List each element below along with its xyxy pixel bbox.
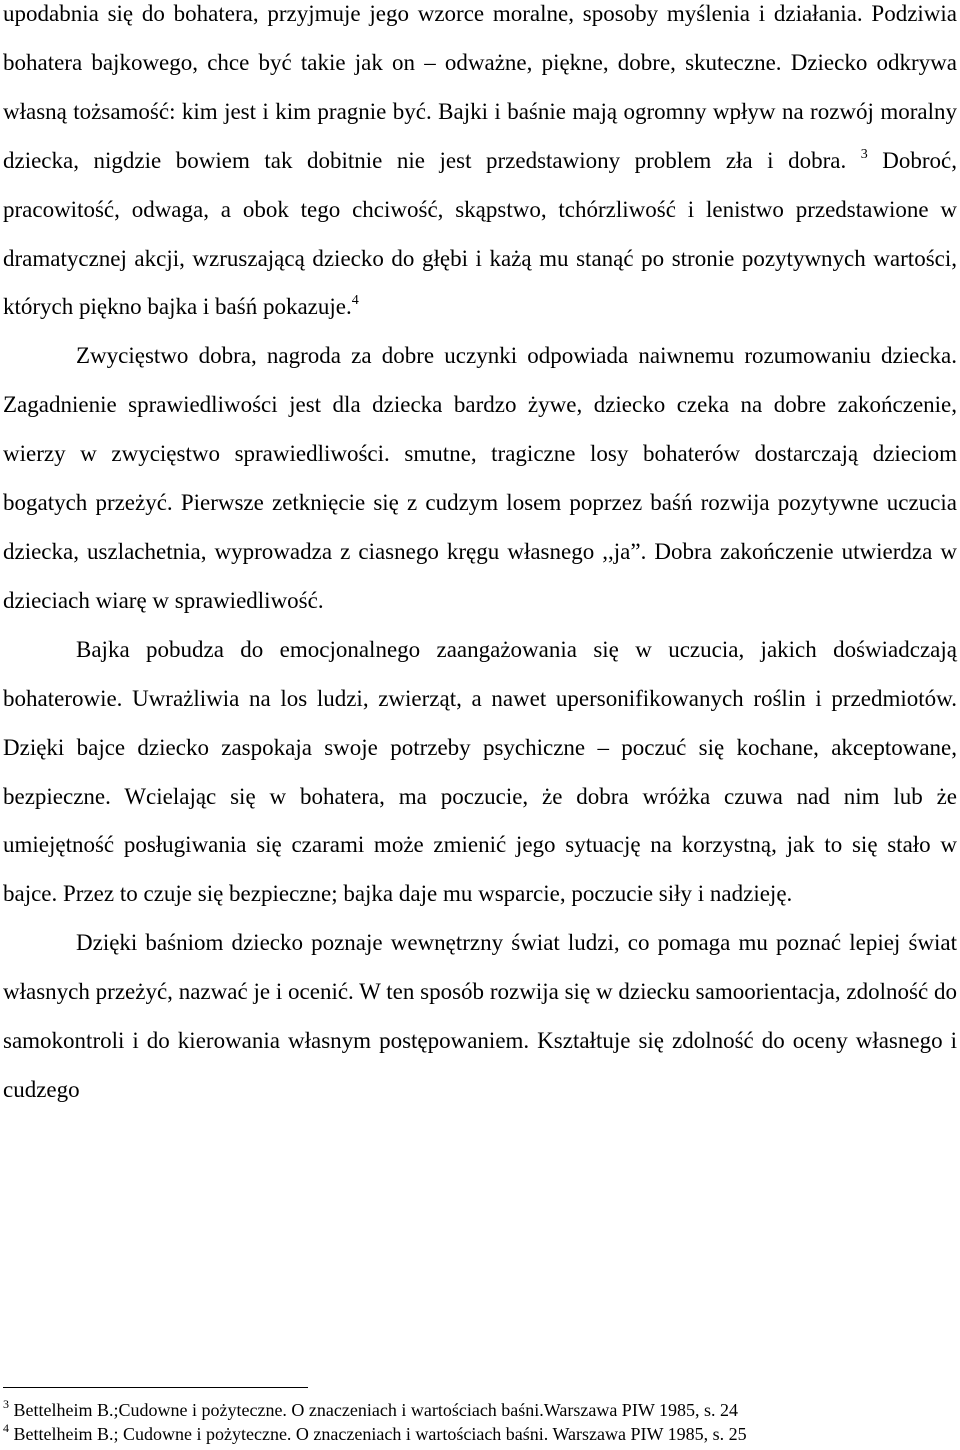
footnote-separator [3,1387,308,1388]
footnote-number: 3 [3,1397,9,1411]
footnotes [3,1398,957,1446]
document-page [3,0,957,1115]
footnote-ref-3: 3 [860,146,868,162]
footnote-number: 4 [3,1421,9,1435]
footnote-4 [3,1422,957,1446]
footnote-3 [3,1398,957,1422]
paragraph-1-text-a: upodabnia się do bohatera, przyjmuje jego wzorce moralne, sposoby myślenia i działania. Podziwia bohatera bajkowego, chce być takie jak on – odważne, piękne, dobre, skuteczne. Dziecko odkrywa własną tożsamość: kim jest i kim pragnie być. Bajki i baśnie mają ogromny wpływ na rozwój moralny dziecka, nigdzie bowiem tak dobitnie nie jest przedstawiony problem zła i dobra. [3,1,957,173]
footnote-text: Bettelheim B.;Cudowne i pożyteczne. O znaczeniach i wartościach baśni.Warszawa PIW 1985, s. 24 [13,1400,738,1420]
footnote-ref-4: 4 [351,293,359,309]
paragraph-3: Bajka pobudza do emocjonalnego zaangażowania się w uczucia, jakich doświadczają bohaterowie. Uwrażliwia na los ludzi, zwierząt, a nawet upersonifikowanych roślin i przedmiotów. Dzięki bajce dziecko zaspokaja swoje potrzeby psychiczne – poczuć się kochane, akceptowane, bezpieczne. Wcielając się w bohatera, ma poczucie, że dobra wróżka czuwa nad nim lub że umiejętność posługiwania się czarami może zmienić jego sytuację na korzystną, jak to się stało w bajce. Przez to czuje się bezpieczne; bajka daje mu wsparcie, poczucie siły i nadzieję. [3,636,957,907]
paragraph-1 [3,0,957,332]
paragraph-4: Dzięki baśniom dziecko poznaje wewnętrzny świat ludzi, co pomaga mu poznać lepiej świat własnych przeżyć, nazwać je i ocenić. W ten sposób rozwija się w dziecku samoorientacja, zdolność do samokontroli i do kierowania własnym postępowaniem. Kształtuje się zdolność do oceny własnego i cudzego [3,930,957,1102]
paragraph-1-text-b: Dobroć, pracowitość, odwaga, a obok tego chciwość, skąpstwo, tchórzliwość i lenistwo przedstawione w dramatycznej akcji, wzruszającą dziecko do głębi i każą mu stanąć po stronie pozytywnych wartości, których piękno bajka i baśń pokazuje. [3,147,958,320]
paragraph-2: Zwycięstwo dobra, nagroda za dobre uczynki odpowiada naiwnemu rozumowaniu dziecka. Zagadnienie sprawiedliwości jest dla dziecka bardzo żywe, dziecko czeka na dobre zakończenie, wierzy w zwycięstwo sprawiedliwości. smutne, tragiczne losy bohaterów dostarczają dzieciom bogatych przeżyć. Pierwsze zetknięcie się z cudzym losem poprzez baśń rozwija pozytywne uczucia dziecka, uszlachetnia, wyprowadza z ciasnego kręgu własnego ,,ja”. Dobra zakończenie utwierdza w dzieciach wiarę w sprawiedliwość. [3,343,957,613]
footnote-text: Bettelheim B.; Cudowne i pożyteczne. O znaczeniach i wartościach baśni. Warszawa PIW 1985, s. 25 [13,1424,747,1444]
